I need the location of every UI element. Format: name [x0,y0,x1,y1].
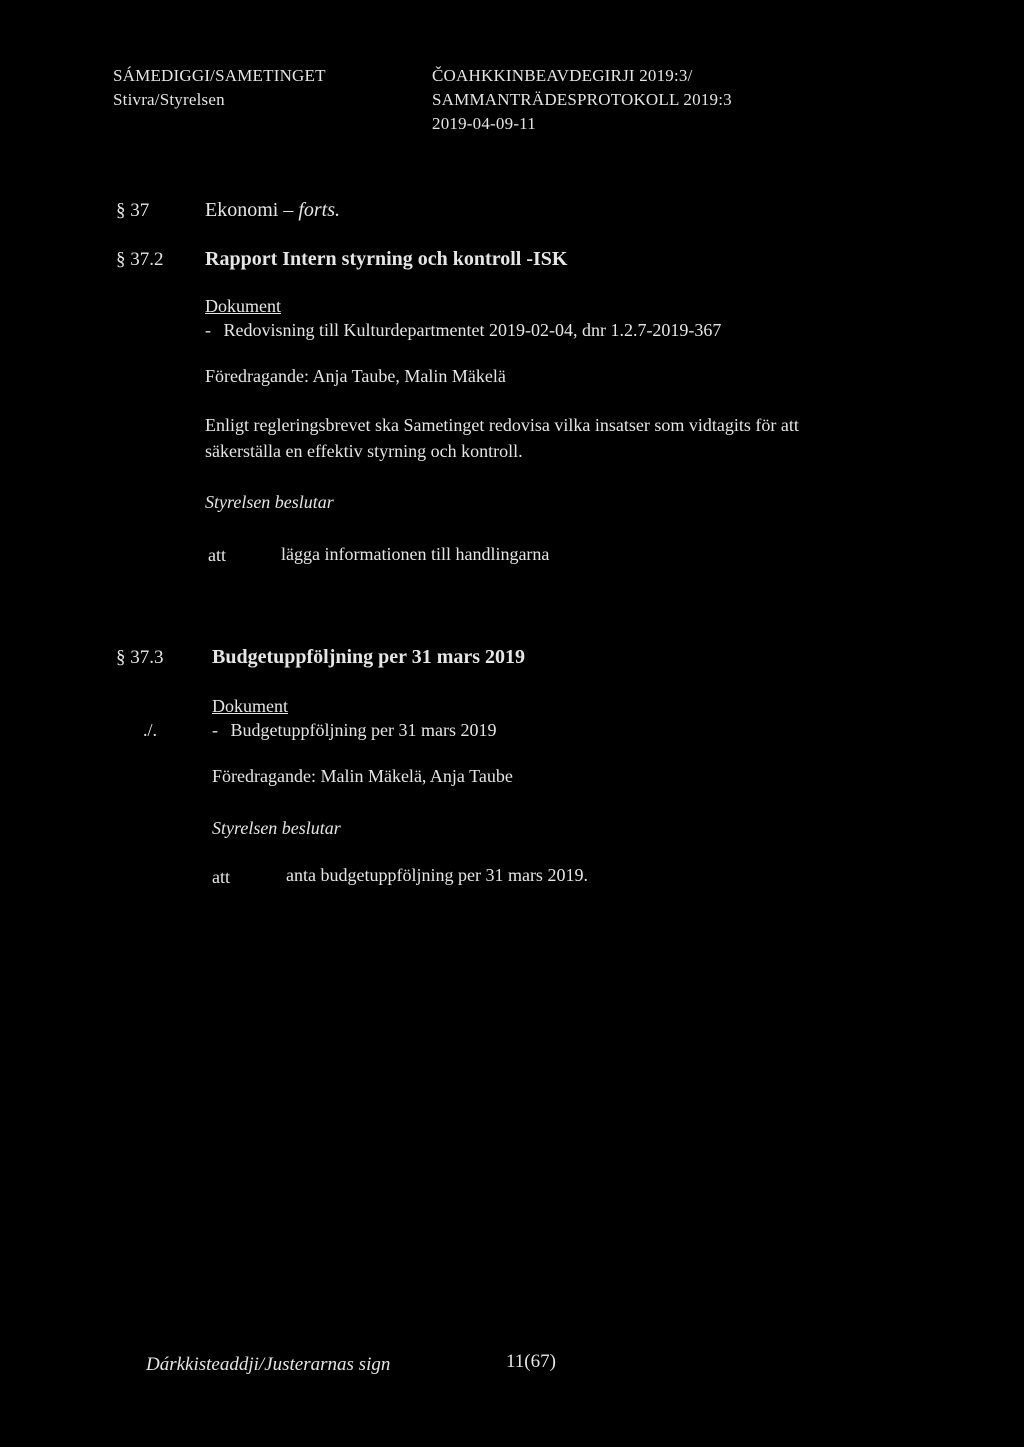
decision-att: att [208,545,226,565]
org-board: Stivra/Styrelsen [113,90,225,109]
section-symbol: § [116,249,126,270]
body-text-line-2: säkerställa en effektiv styrning och kontroll. [205,441,523,461]
protocol-title-swedish: SAMMANTRÄDESPROTOKOLL 2019:3 [432,90,732,109]
document-item [212,720,496,741]
section-symbol: § [116,200,126,221]
section-title-suffix: forts. [298,199,341,221]
section-symbol: § [116,647,126,668]
section-37-3-title: Budgetuppföljning per 31 mars 2019 [212,646,526,668]
body-text-line-1: Enligt regleringsbrevet ska Sametinget redovisa vilka insatser som vidtagits för att [205,415,799,435]
section-title-main: Ekonomi – [205,199,299,221]
decision-text: lägga informationen till handlingarna [281,544,550,564]
meeting-date: 2019-04-09-11 [432,114,536,133]
decision-text: anta budgetuppföljning per 31 mars 2019. [286,865,588,885]
document-dash: - [212,720,218,740]
presenters: Föredragande: Anja Taube, Malin Mäkelä [205,366,506,386]
document-item [205,320,721,341]
signature-label: Dárkkisteaddji/Justerarnas sign [146,1354,391,1375]
section-37-3-number [116,647,164,669]
section-37-title [205,199,340,222]
section-37-2-number [116,249,164,271]
page-number: 11(67) [506,1351,556,1372]
protocol-title-sami: ČOAHKKINBEAVDEGIRJI 2019:3/ [432,66,693,85]
decision-heading: Styrelsen beslutar [212,818,341,838]
presenters: Föredragande: Malin Mäkelä, Anja Taube [212,766,513,786]
document-dash: - [205,320,211,340]
decision-att: att [212,867,230,887]
section-37-2-title: Rapport Intern styrning och kontroll -ISK [205,248,568,270]
decision-heading: Styrelsen beslutar [205,492,334,512]
section-37-number [116,200,149,222]
documents-label: Dokument [212,696,288,716]
org-name: SÁMEDIGGI/SAMETINGET [113,66,326,85]
section-number: 37 [130,200,150,221]
document-text: Budgetuppföljning per 31 mars 2019 [230,720,497,740]
section-number: 37.2 [130,249,164,270]
document-text: Redovisning till Kulturdepartmentet 2019-02-04, dnr 1.2.7-2019-367 [223,320,722,340]
attachment-mark: ./. [143,720,158,740]
section-number: 37.3 [130,647,164,668]
documents-label: Dokument [205,296,281,316]
